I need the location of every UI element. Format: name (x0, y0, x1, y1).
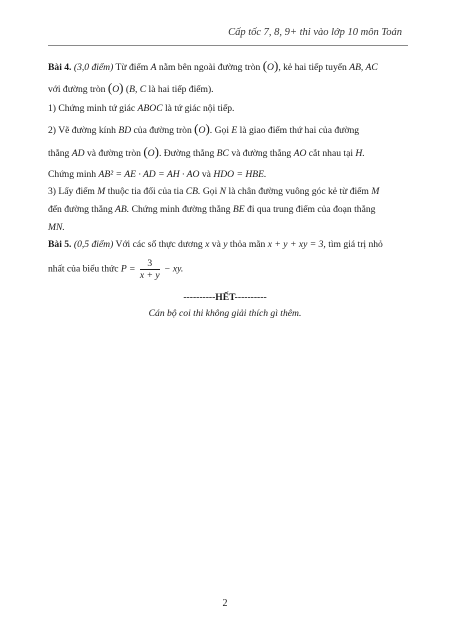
math-expression: x + y + xy = 3, (267, 239, 326, 250)
paren: ) (205, 121, 210, 136)
math-var: E (231, 125, 238, 136)
text: và (211, 239, 221, 250)
math-var: AB, AC (349, 62, 378, 73)
math-expression: HDO = HBE. (213, 169, 267, 180)
text: 1) Chứng minh tứ giác (48, 103, 136, 114)
math-expression: AB² = AE · AD = AH · AO (98, 169, 200, 180)
math-var: BD (118, 125, 132, 136)
text: . Đường thẳng (158, 148, 215, 159)
text: Với các số thực dương (115, 239, 203, 250)
math-var: M (371, 186, 380, 197)
paren: ( (143, 144, 148, 159)
text: thuộc tia đối của tia (107, 186, 184, 197)
math-var: A (150, 62, 157, 73)
math-var: AO (293, 148, 307, 159)
text: là giao điểm thứ hai của đường (239, 125, 360, 136)
text: Chứng minh đường thẳng (131, 204, 231, 215)
problem-5-points: (0,5 điểm) (73, 239, 114, 250)
text: thỏa mãn (229, 239, 266, 250)
math-var: O (267, 62, 274, 73)
math-var: x (205, 239, 210, 250)
text: đi qua trung điểm của đoạn thẳng (247, 204, 376, 215)
fraction-numerator: 3 (140, 258, 160, 270)
paren: ) (154, 144, 159, 159)
math-var: O (147, 148, 155, 159)
text: đến đường thẳng (48, 204, 113, 215)
text: 2) Vẽ đường kính (48, 125, 116, 136)
text: và (201, 169, 211, 180)
text: 3) Lấy điểm (48, 186, 95, 197)
text: Chứng minh (48, 169, 97, 180)
math-var: ABOC (137, 103, 163, 114)
page-header: Cấp tốc 7, 8, 9+ thi vào lớp 10 môn Toán (228, 27, 402, 38)
paren: ( (194, 121, 199, 136)
math-expression: − xy. (164, 263, 184, 275)
text: tìm giá trị nhỏ (328, 239, 383, 250)
text: nhất của biểu thức (48, 263, 119, 275)
text: Gọi (202, 186, 218, 197)
math-var: AB. (115, 204, 130, 215)
text: cắt nhau tại (308, 148, 354, 159)
question-4-2-line-3 (48, 169, 410, 181)
math-var: AD (71, 148, 85, 159)
question-4-1 (48, 103, 410, 115)
question-4-3-line-1 (48, 186, 410, 198)
end-mark: ----------HẾT---------- (183, 292, 267, 303)
text: là chân đường vuông góc kẻ từ điểm (228, 186, 369, 197)
text: nằm bên ngoài đường tròn (158, 62, 261, 73)
question-4-3-line-3 (48, 222, 410, 234)
proctor-note: Cán bộ coi thi không giải thích gì thêm. (148, 308, 302, 319)
paren: ) (119, 80, 124, 95)
math-var: O (198, 125, 206, 136)
math-var: P = (120, 263, 136, 275)
problem-4-line-2: với đường tròn (O) (B, C là hai tiếp điểm). (48, 80, 214, 95)
math-var: CB. (185, 186, 201, 197)
math-var: B, C (129, 84, 147, 95)
math-var: M (97, 186, 106, 197)
fraction (140, 258, 160, 281)
text: thẳng (48, 148, 70, 159)
problem-5-line-1 (48, 239, 410, 251)
paren: ) (273, 58, 279, 73)
text: Từ điểm (115, 62, 149, 73)
text: là hai tiếp điểm). (148, 84, 214, 95)
math-var: BE (232, 204, 245, 215)
paren: ( (107, 80, 113, 95)
question-4-2-line-2 (48, 146, 410, 160)
problem-4-label: Bài 4. (48, 62, 72, 73)
math-var: y (223, 239, 228, 250)
math-var: MN. (48, 222, 65, 233)
text: với đường tròn (48, 84, 106, 95)
problem-5-label: Bài 5. (48, 239, 72, 250)
question-4-3-line-2 (48, 204, 410, 216)
math-var: N (219, 186, 227, 197)
text: , kẻ hai tiếp tuyến (278, 62, 347, 73)
math-var: BC (216, 148, 229, 159)
fraction-denominator: x + y (139, 270, 160, 281)
paren: ( (262, 58, 268, 73)
math-var: H. (355, 148, 365, 159)
math-var: O (112, 84, 120, 95)
problem-4-line-1 (48, 60, 410, 74)
header-rule (48, 45, 408, 46)
question-4-2-line-1 (48, 123, 410, 137)
text: của đường tròn (133, 125, 192, 136)
problem-5-line-2 (48, 258, 410, 281)
text: và đường thẳng (231, 148, 292, 159)
text: là tứ giác nội tiếp. (165, 103, 235, 114)
text: và đường tròn (86, 148, 141, 159)
page-number: 2 (222, 598, 228, 609)
problem-4-points: (3,0 điểm) (73, 62, 114, 73)
text: . Gọi (209, 125, 229, 136)
